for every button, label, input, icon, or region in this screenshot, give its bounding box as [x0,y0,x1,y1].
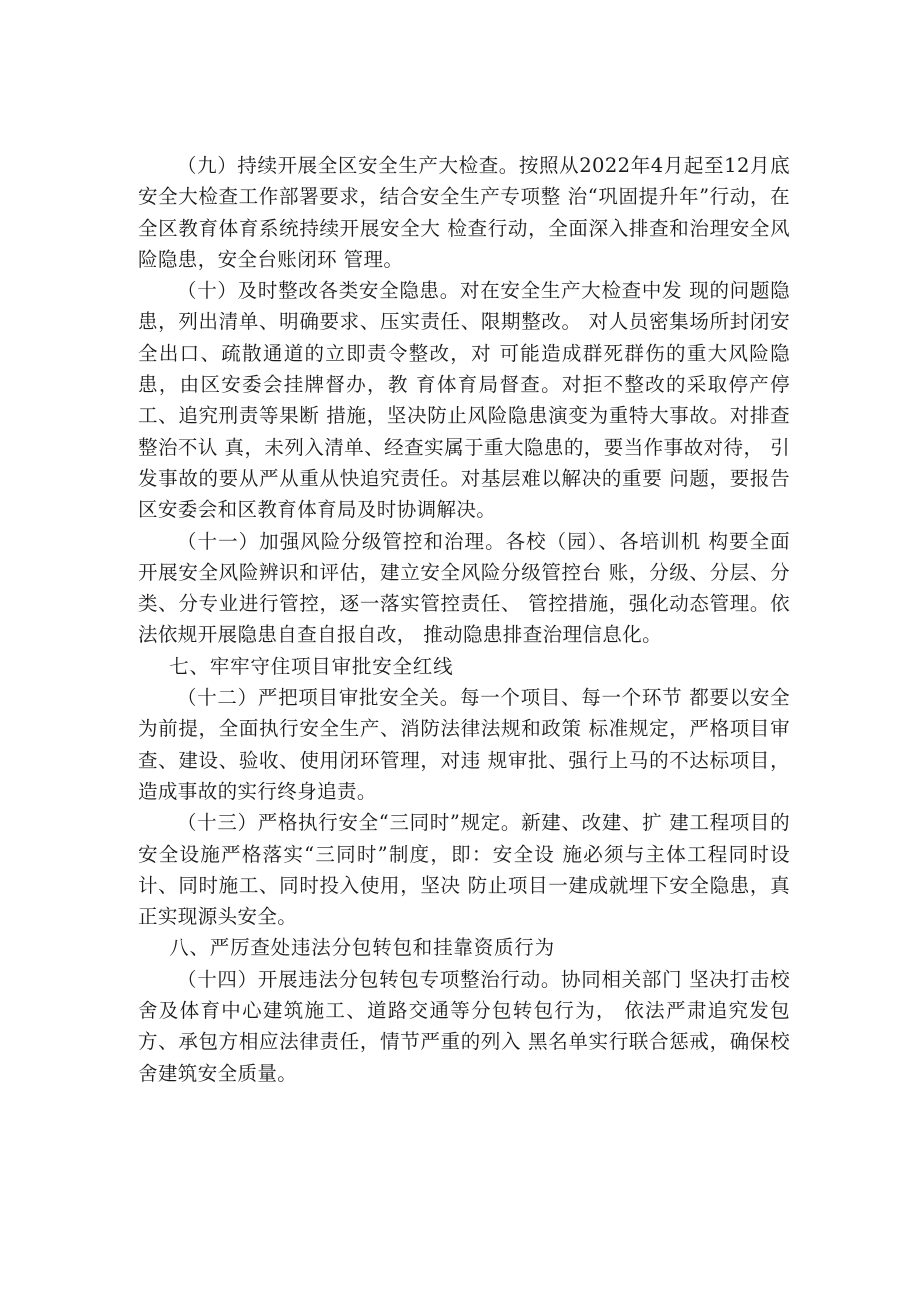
section-heading-7: 七、牢牢守住项目审批安全红线 [169,654,454,678]
document-body [138,150,790,1089]
section-heading-8: 八、严厉查处违法分包转包和挂靠资质行为 [169,936,555,960]
paragraph-13: （十三）严格执行安全“三同时”规定。新建、改建、扩 建工程项目的安全设施严格落实“三同时”制度，即：安全设 施必须与主体工程同时设计、同时施工、同时投入使用，坚决 防止项目一建成就埋下安全隐患，真正实现源头安全。 [138,811,790,929]
paragraph-11: （十一）加强风险分级管控和治理。各校（园）、各培训机 构要全面开展安全风险辨识和评估，建立安全风险分级管控台 账，分级、分层、分类、分专业进行管控，逐一落实管控责任、 管控措施，强化动态管理。依法依规开展隐患自查自报自改， 推动隐患排查治理信息化。 [138,529,790,647]
paragraph-10: （十）及时整改各类安全隐患。对在安全生产大检查中发 现的问题隐患，列出清单、明确要求、压实责任、限期整改。 对人员密集场所封闭安全出口、疏散通道的立即责令整改，对 可能造成群死群伤的重大风险隐患，由区安委会挂牌督办，教 育体育局督查。对拒不整改的采取停产停工、追究刑责等果断 措施，坚决防止风险隐患演变为重特大事故。对排查整治不认 真，未列入清单、经查实属于重大隐患的，要当作事故对待， 引发事故的要从严从重从快追究责任。对基层难以解决的重要 问题，要报告区安委会和区教育体育局及时协调解决。 [138,279,790,522]
paragraph-9: （九）持续开展全区安全生产大检查。按照从2022年4月起至12月底安全大检查工作部署要求，结合安全生产专项整 治“巩固提升年”行动，在全区教育体育系统持续开展安全大 检查行动，全面深入排查和治理安全风险隐患，安全台账闭环 管理。 [138,154,790,271]
paragraph-14: （十四）开展违法分包转包专项整治行动。协同相关部门 坚决打击校舍及体育中心建筑施工、道路交通等分包转包行为， 依法严肃追究发包方、承包方相应法律责任，情节严重的列入 黑名单实行联合惩戒，确保校舍建筑安全质量。 [138,967,790,1085]
paragraph-12: （十二）严把项目审批安全关。每一个项目、每一个环节 都要以安全为前提，全面执行安全生产、消防法律法规和政策 标准规定，严格项目审查、建设、验收、使用闭环管理，对违 规审批、强行上马的不达标项目，造成事故的实行终身追责。 [138,686,790,803]
